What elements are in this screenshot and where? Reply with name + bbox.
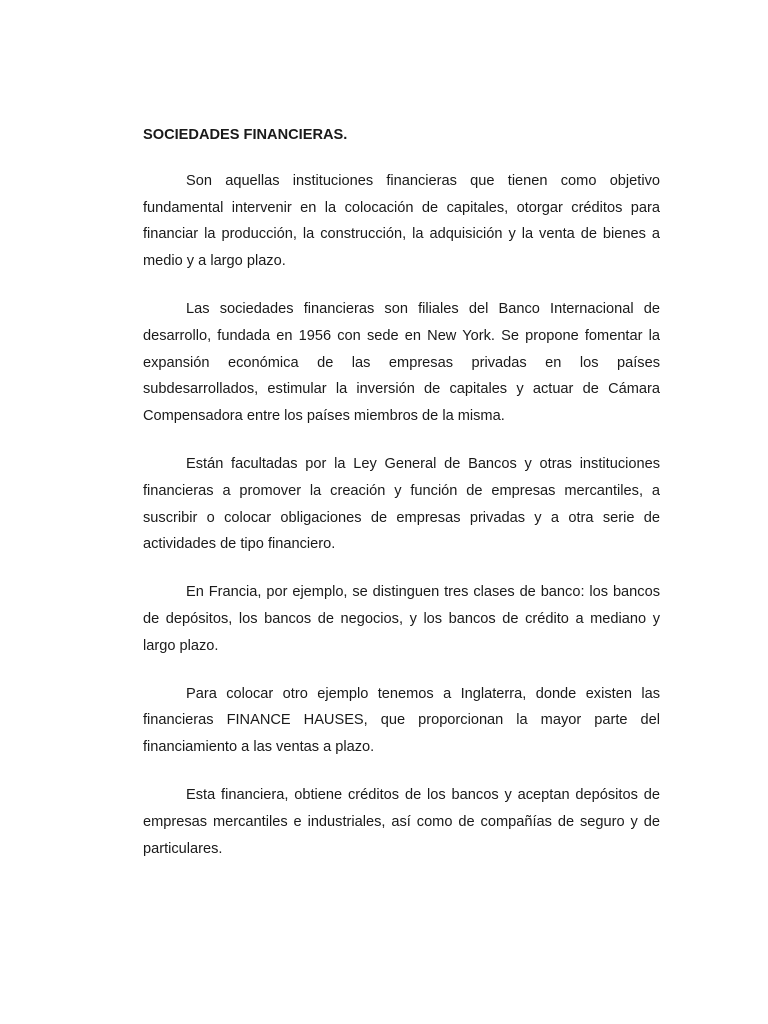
paragraph-england-example: Para colocar otro ejemplo tenemos a Inglaterra, donde existen las financieras FINANCE HAUSES, que proporcionan la mayor parte del financiamiento a las ventas a plazo. (143, 685, 660, 756)
paragraph-origin: Las sociedades financieras son filiales del Banco Internacional de desarrollo, fundada en 1956 con sede en New York. Se propone fomentar la expansión económica de las empresas privadas en los países subdesarrollados, estimular la inversión de capitales y actuar de Cámara Compensadora entre los países miembros de la misma. (143, 300, 660, 425)
document-title: SOCIEDADES FINANCIERAS. (143, 127, 348, 143)
paragraph-faculties: Están facultadas por la Ley General de Bancos y otras instituciones financieras a promover la creación y función de empresas mercantiles, a suscribir o colocar obligaciones de empresas privadas y a otra serie de actividades de tipo financiero. (143, 455, 660, 553)
paragraph-france-example: En Francia, por ejemplo, se distinguen tres clases de banco: los bancos de depósitos, los bancos de negocios, y los bancos de crédito a mediano y largo plazo. (143, 584, 660, 654)
paragraph-definition: Son aquellas instituciones financieras que tienen como objetivo fundamental intervenir en la colocación de capitales, otorgar créditos para financiar la producción, la construcción, la adquisición y la venta de bienes a medio y a largo plazo. (143, 172, 660, 270)
paragraph-financing-sources: Esta financiera, obtiene créditos de los bancos y aceptan depósitos de empresas mercantiles e industriales, así como de compañías de seguro y de particulares. (143, 786, 660, 857)
document-body (143, 122, 660, 883)
